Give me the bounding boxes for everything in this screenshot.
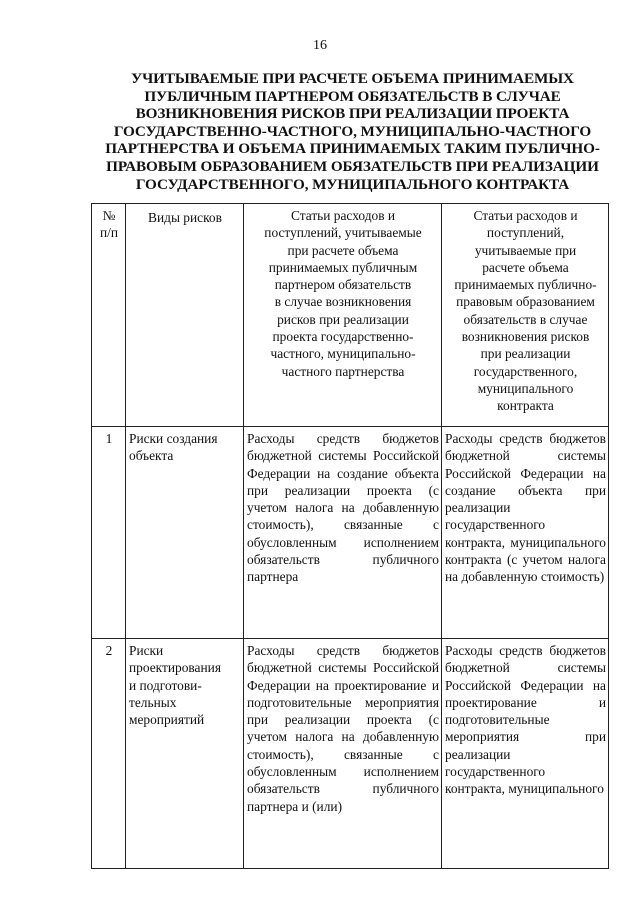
header-risk-type xyxy=(126,204,244,427)
header-text: частного партнерства xyxy=(281,363,405,379)
document-title xyxy=(100,70,605,193)
public-partner-cell: Расходы средств бюджетов бюджетной системы Российской Федерации на проектирование и подготовительные мероприятия при реализации проекта (с учетом налога на добавленную стоимость), связанные с обусловленным исполнением обязательств публичного партнера и (или) xyxy=(244,639,442,869)
page-number: 16 xyxy=(313,38,327,53)
header-text: возникновения рисков xyxy=(461,329,590,345)
header-text: п/п xyxy=(99,225,119,241)
header-text: в случае возникновения xyxy=(274,294,412,310)
table-row xyxy=(92,639,609,869)
risk-type-text: тельных xyxy=(129,694,177,710)
header-text: поступлений, xyxy=(486,225,565,241)
header-public-partner xyxy=(244,204,442,427)
title-line: ПУБЛИЧНЫМ ПАРТНЕРОМ ОБЯЗАТЕЛЬСТВ В СЛУЧАЕ xyxy=(144,87,561,105)
risk-type-text: и подготови- xyxy=(129,677,202,693)
header-text: контракта xyxy=(497,398,554,414)
title-line: ГОСУДАРСТВЕННОГО, МУНИЦИПАЛЬНОГО КОНТРАКТА xyxy=(135,175,570,193)
header-text: при реализации xyxy=(480,346,571,362)
header-text: партнером обязательств xyxy=(274,277,412,293)
risk-type-text: проектирования xyxy=(129,660,221,676)
header-num xyxy=(92,204,126,427)
header-text: принимаемых публичным xyxy=(268,259,418,275)
risk-type-cell xyxy=(126,427,244,639)
row-number: 2 xyxy=(92,639,126,869)
header-text: расчете объема xyxy=(482,259,569,275)
table-header-row xyxy=(92,204,609,427)
title-line: ПАРТНЕРСТВА И ОБЪЕМА ПРИНИМАЕМЫХ ТАКИМ ПУБЛИЧНО- xyxy=(105,140,600,158)
public-partner-cell: Расходы средств бюджетов бюджетной системы Российской Федерации на создание объекта при реализации проекта (с учетом налога на добавленную стоимость), связанные с обусловленным исполнением обязательств публичного партнера xyxy=(244,427,442,639)
header-text: частного, муниципально- xyxy=(270,346,416,362)
title-line: ПРАВОВЫМ ОБРАЗОВАНИЕМ ОБЯЗАТЕЛЬСТВ ПРИ РЕАЛИЗАЦИИ xyxy=(106,157,599,175)
header-text: № xyxy=(102,208,116,223)
header-text: государственного, xyxy=(473,363,578,379)
risk-type-cell xyxy=(126,639,244,869)
header-text: Статьи расходов и xyxy=(473,208,578,223)
header-text: Статьи расходов и xyxy=(290,208,396,223)
row-number: 1 xyxy=(92,427,126,639)
header-text: обязательств в случае xyxy=(463,311,588,327)
header-text: муниципального xyxy=(477,380,574,396)
risk-type-text: Риски создания xyxy=(129,431,218,446)
header-text: поступлений, учитываемые xyxy=(264,225,422,241)
municipal-cell: Расходы средств бюджетов бюджетной системы Российской Федерации на создание объекта при реализации государственного контракта, муниципального контракта (с учетом налога на добавленную стоимость) xyxy=(442,427,609,639)
header-text: Виды рисков xyxy=(148,210,222,225)
risks-table xyxy=(91,203,609,869)
header-text: рисков при реализации xyxy=(277,311,409,327)
header-municipal xyxy=(442,204,609,427)
risk-type-text: мероприятий xyxy=(129,712,205,728)
header-text: принимаемых публично- xyxy=(454,277,597,293)
header-text: учитываемые при xyxy=(474,242,577,258)
table-row xyxy=(92,427,609,639)
title-line: УЧИТЫВАЕМЫЕ ПРИ РАСЧЕТЕ ОБЪЕМА ПРИНИМАЕМЫХ xyxy=(131,70,574,87)
risk-type-text: Риски xyxy=(129,643,164,658)
header-text: проекта государственно- xyxy=(272,329,414,345)
risk-type-text: объекта xyxy=(129,448,174,464)
title-line: ГОСУДАРСТВЕННО-ЧАСТНОГО, МУНИЦИПАЛЬНО-ЧАСТНОГО xyxy=(113,122,592,140)
header-text: при расчете объема xyxy=(287,242,399,258)
header-text: правовым образованием xyxy=(456,294,595,310)
title-line: ВОЗНИКНОВЕНИЯ РИСКОВ ПРИ РЕАЛИЗАЦИИ ПРОЕКТА xyxy=(135,105,570,123)
municipal-cell: Расходы средств бюджетов бюджетной системы Российской Федерации на проектирование и подготовительные мероприятия при реализации государственного контракта, муниципального xyxy=(442,639,609,869)
